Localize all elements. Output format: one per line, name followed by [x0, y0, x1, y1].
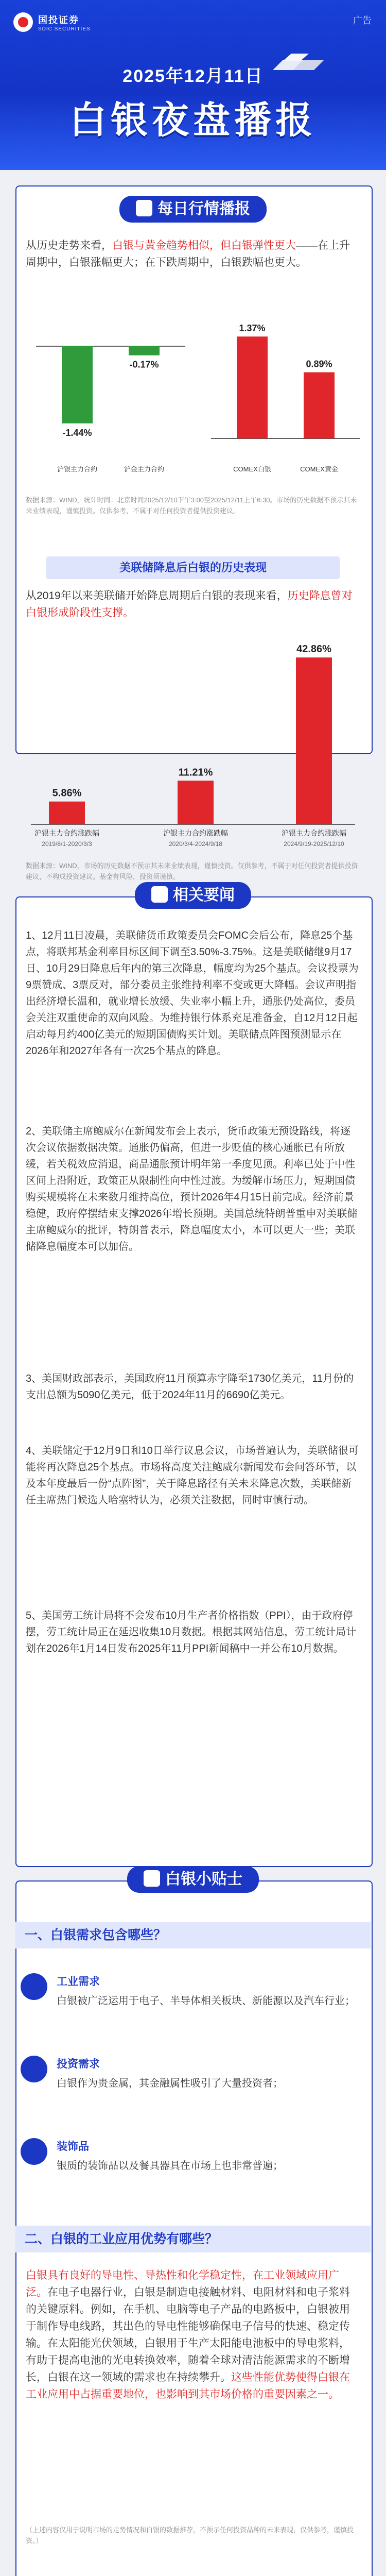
lightbulb-icon	[144, 1870, 160, 1887]
history-chart	[26, 629, 360, 855]
tips-answer-2: 白银具有良好的导电性、导热性和化学稳定性，在工业领域应用广泛。在电子电器行业，白银是制造电接触材料、电阻材料和电子浆料的关键原料。例如，在手机、电脑等电子产品的电路板中，白银被用于制作导电线路，其出色的导电性能够确保电子信号的快速、稳定传输。在太阳能光伏领域，白银用于生产太阳能电池板中的导电浆料，有助于提高电池的光电转换效率，随着全球对清洁能源需求的不断增长，白银在这一领域的需求也在持续攀升。这些性能优势使得白银在工业应用中占据重要地位，也影响到其市场价格的重要因素之一。	[26, 2269, 350, 2400]
domestic-data-label: -0.17%	[129, 359, 159, 370]
daily-badge: 每日行情播报	[119, 196, 267, 223]
history-category-label: 沪银主力合约涨跌幅	[163, 829, 228, 837]
history-intro: 从2019年以来美联储开始降息周期后白银的表现来看，历史降息曾对白银形成阶段性支撑。	[26, 590, 353, 619]
tips-question-2: 二、白银的工业应用优势有哪些？	[15, 2226, 371, 2252]
brand-mark-icon	[13, 12, 33, 32]
history-bar	[296, 657, 332, 824]
tip-item-title: 工业需求	[57, 1976, 100, 1988]
daily-chart-comex	[201, 299, 371, 484]
header-banner	[0, 0, 386, 170]
comex-data-label: 0.89%	[306, 359, 332, 369]
brand-logo[interactable]	[13, 12, 91, 32]
history-heading: 美联储降息后白银的历史表现	[46, 556, 340, 579]
domestic-category-label: 沪金主力合约	[124, 465, 165, 473]
page-title: 白银夜盘播报	[69, 100, 317, 141]
tip-item-text: 银质的装饰品以及餐具器具在市场上也非常普遍；	[57, 2160, 283, 2172]
news-item: 5、美国劳工统计局将不会发布10月生产者价格指数（PPI），由于政府停摆，劳工统计局正在延迟收集10月数据。根据其网站信息，劳工统计局计划在2026年1月14日发布2025年11月PPI新闻稿中一并公布10月数据。	[26, 1610, 357, 1654]
history-note: 数据来源：WIND，市场的历史数据不预示其未来业绩表现，谨慎投资。仅供参考，不属于对任何投资者提供投资建议，不构成投资建议。基金有风险，投资须谨慎。	[26, 862, 358, 880]
domestic-category-label: 沪银主力合约	[57, 465, 98, 473]
comex-category-label: COMEX黄金	[300, 465, 338, 473]
ad-tag: 广告	[353, 15, 372, 26]
news-item: 1、12月11日凌晨，美联储货币政策委员会FOMC会后公布，降息25个基点，将联邦基金利率目标区间下调至3.50%-3.75%。这是美联储继9月17日、10月29日降息后年内的第三次降息，幅度均为25个基点。会议投票为9票赞成、3票反对，部分委员主张维持利率不变或更大降幅。会议声明指出经济增长温和，就业增长放缓、失业率小幅上升，通胀仍处高位，委员会关注双重使命的双向风险。为维持银行体系充足准备金，自12月12日起启动每月约400亿美元的短期国债购买计划。美联储点阵图预测显示在2026年和2027年各有一次25个基点的降息。	[26, 930, 359, 1057]
factory-icon	[21, 1973, 47, 2000]
coin-icon	[21, 2056, 47, 2082]
ring-icon	[21, 2138, 47, 2165]
daily-chart-domestic	[26, 299, 196, 484]
tips-badge: 白银小贴士	[127, 1866, 259, 1893]
tip-item-text: 白银作为贵金属，其金融属性吸引了大量投资者；	[57, 2078, 283, 2089]
newspaper-icon	[151, 886, 168, 903]
news-item: 3、美国财政部表示，美国政府11月预算赤字降至1730亿美元，11月份的支出总额为5090亿美元，低于2024年11月的6690亿美元。	[26, 1373, 354, 1401]
brand-subtitle: SDIC SECURITIES	[38, 26, 91, 32]
tips-note: （上述内容仅用于说明市场的走势情况和白银的数据推荐，不预示任何投资品种的未来表现，仅供参考，谨慎投资。）	[26, 2526, 354, 2545]
comex-category-label: COMEX白银	[233, 465, 271, 473]
report-date: 2025年12月11日	[122, 66, 264, 86]
history-data-label: 5.86%	[52, 787, 82, 799]
history-data-label: 42.86%	[296, 643, 331, 655]
history-data-label: 11.21%	[178, 767, 213, 778]
tip-item-title: 装饰品	[57, 2141, 89, 2153]
comex-bar	[237, 336, 268, 438]
daily-intro: 从历史走势来看，白银与黄金趋势相似，但白银弹性更大——在上升周期中，白银涨幅更大；在下跌周期中，白银跌幅也更大。	[26, 240, 350, 268]
tip-item-title: 投资需求	[57, 2058, 100, 2070]
comex-bar	[304, 372, 335, 439]
chart-icon	[136, 200, 152, 216]
tip-item-text: 白银被广泛运用于电子、半导体相关板块、新能源以及汽车行业；	[57, 1995, 355, 2007]
tips-question-1: 一、白银需求包含哪些？	[15, 1922, 371, 1948]
domestic-data-label: -1.44%	[62, 427, 92, 438]
news-item: 4、美联储定于12月9日和10日举行议息会议，市场普遍认为，美联储很可能将再次降息25个基点。市场将高度关注鲍威尔新闻发布会问答环节，以及本年度最后一份“点阵图”，关于降息路径有关未来降息次数，美联储新任主席热门候选人哈塞特认为，必须关注数据，同时审慎行动。	[26, 1445, 359, 1506]
history-bar	[49, 802, 85, 824]
history-category-label: 沪银主力合约涨跌幅	[282, 829, 346, 837]
history-period-label: 2020/3/4-2024/9/18	[168, 840, 223, 848]
history-category-label: 沪银主力合约涨跌幅	[34, 829, 99, 837]
daily-note: 数据来源：WIND，统计时间：北京时间2025/12/10下午3:00至2025/12/11上午6:30。市场的历史数据不预示其未来业绩表现，谨慎投资。仅供参考，不属于对任何投资者提供投资建议。	[26, 496, 357, 515]
brand-name: 国投证券	[38, 14, 79, 25]
history-period-label: 2024/9/19-2025/12/10	[284, 840, 344, 848]
history-period-label: 2019/8/1-2020/3/3	[42, 840, 92, 848]
domestic-bar	[62, 346, 93, 423]
history-bar	[178, 781, 214, 824]
comex-data-label: 1.37%	[239, 323, 266, 334]
domestic-bar	[129, 346, 160, 355]
news-badge: 相关要闻	[135, 882, 251, 909]
news-item: 2、美联储主席鲍威尔在新闻发布会上表示，货币政策无预设路线，将逐次会议依据数据决策。通胀仍偏高，但进一步贬值的核心通胀已有所放缓，若关税效应消退，商品通胀预计明年第一季度见顶。利率已处于中性区间上沿附近，政策正从限制性向中性过渡。为缓解市场压力，短期国债购买规模将在未来数月维持高位，预计2026年4月15日前完成。经济前景稳健，政府停摆结束支撑2026年增长预期。美国总统特朗普重申对美联储主席鲍威尔的批评，特朗普表示，降息幅度太小，本可以更大一些；美联储降息幅度本可以加倍。	[26, 1126, 358, 1252]
